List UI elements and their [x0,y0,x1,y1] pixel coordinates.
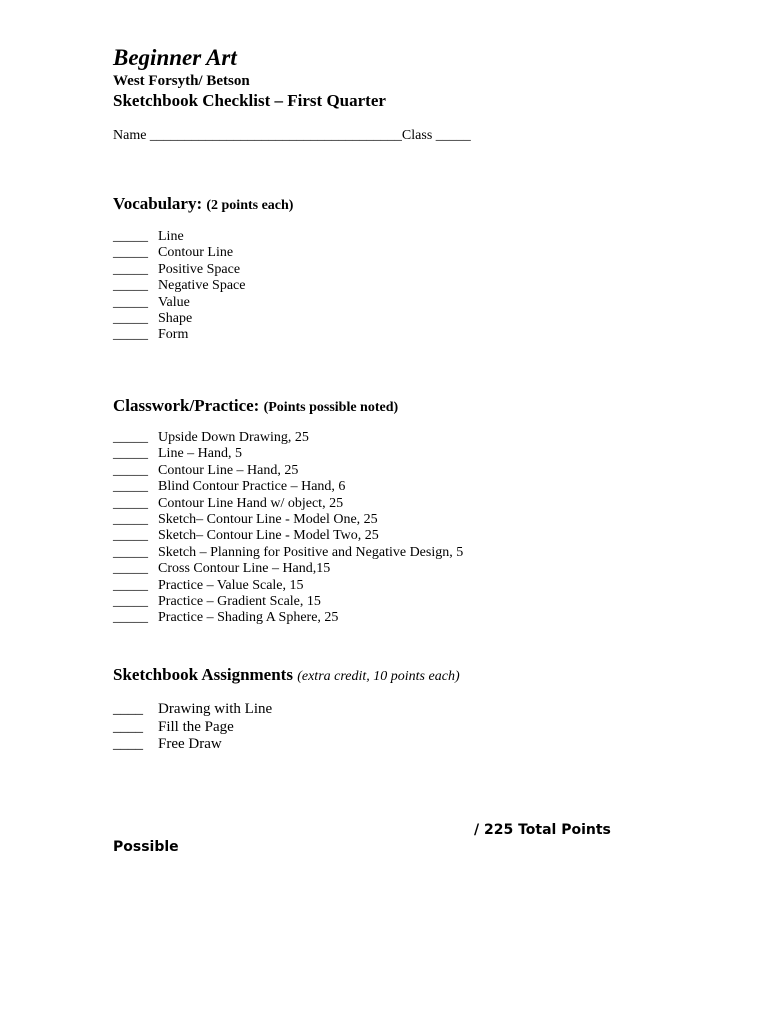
item-label: Free Draw [158,736,222,752]
check-blank: _____ [113,327,148,343]
list-item [113,719,272,737]
check-blank: _____ [113,577,148,593]
item-label: Practice – Gradient Scale, 15 [158,593,321,609]
total-points-possible: Possible [113,839,179,855]
item-label: Sketch– Contour Line - Model One, 25 [158,511,378,527]
item-label: Drawing with Line [158,701,273,717]
check-blank: _____ [113,294,148,310]
check-blank: _____ [113,495,148,511]
check-blank: ____ [113,718,143,735]
check-blank: _____ [113,593,148,609]
check-blank: _____ [113,479,148,495]
list-item [113,736,272,754]
check-blank: _____ [113,229,148,244]
name-class-line: Name ____________________________________Class _____ [113,128,471,143]
sketchbook-heading-text: Sketchbook Assignments [113,665,293,684]
check-blank: _____ [113,278,148,294]
check-blank: _____ [113,561,148,577]
check-blank: _____ [113,430,148,445]
item-label: Shape [158,310,193,326]
check-blank: _____ [113,462,148,478]
classwork-note: (Points possible noted) [263,400,399,415]
check-blank: _____ [113,245,148,261]
sketchbook-note: (extra credit, 10 points each) [297,669,460,684]
vocabulary-heading [113,193,293,216]
check-blank: _____ [113,610,148,626]
check-blank: ____ [113,701,143,717]
vocabulary-heading-text: Vocabulary: [113,194,203,213]
item-label: Line – Hand, 5 [158,446,242,462]
check-blank: _____ [113,544,148,560]
vocabulary-list [113,229,245,344]
item-label: Blind Contour Practice – Hand, 6 [158,479,346,495]
item-label: Sketch– Contour Line - Model Two, 25 [158,528,379,544]
list-item [113,446,463,462]
list-item [113,545,463,561]
item-label: Negative Space [158,278,246,294]
check-blank: _____ [113,310,148,326]
item-label: Contour Line Hand w/ object, 25 [158,495,344,511]
list-item [113,701,272,719]
classwork-heading [113,395,398,418]
item-label: Positive Space [158,261,241,277]
list-item [113,594,463,610]
list-item [113,610,463,626]
classwork-list [113,430,463,627]
item-label: Contour Line [158,245,234,261]
list-item [113,262,245,278]
item-label: Fill the Page [158,718,234,735]
list-item [113,430,463,446]
item-label: Practice – Value Scale, 15 [158,577,304,593]
list-item [113,578,463,594]
list-item [113,327,245,343]
list-item [113,245,245,261]
total-points: / 225 Total Points [474,822,611,838]
item-label: Practice – Shading A Sphere, 25 [158,610,339,626]
sketchbook-list [113,701,272,754]
vocabulary-note: (2 points each) [206,198,294,213]
classwork-heading-text: Classwork/Practice: [113,396,260,415]
item-label: Cross Contour Line – Hand,15 [158,561,331,577]
check-blank: _____ [113,511,148,527]
school-name: West Forsyth/ Betson [113,73,250,89]
list-item [113,311,245,327]
check-blank: _____ [113,446,148,462]
list-item [113,229,245,245]
sketchbook-heading [113,664,460,687]
item-label: Line [158,229,184,244]
list-item [113,512,463,528]
list-item [113,295,245,311]
document-title: Beginner Art [113,45,237,70]
list-item [113,561,463,577]
item-label: Contour Line – Hand, 25 [158,462,299,478]
list-item [113,463,463,479]
item-label: Form [158,327,189,343]
list-item [113,479,463,495]
item-label: Upside Down Drawing, 25 [158,430,309,445]
list-item [113,496,463,512]
check-blank: ____ [113,736,143,752]
item-label: Sketch – Planning for Positive and Negative Design, 5 [158,544,464,560]
list-item [113,528,463,544]
check-blank: _____ [113,528,148,544]
document-subtitle: Sketchbook Checklist – First Quarter [113,91,386,110]
item-label: Value [158,294,190,310]
list-item [113,278,245,294]
check-blank: _____ [113,261,148,277]
